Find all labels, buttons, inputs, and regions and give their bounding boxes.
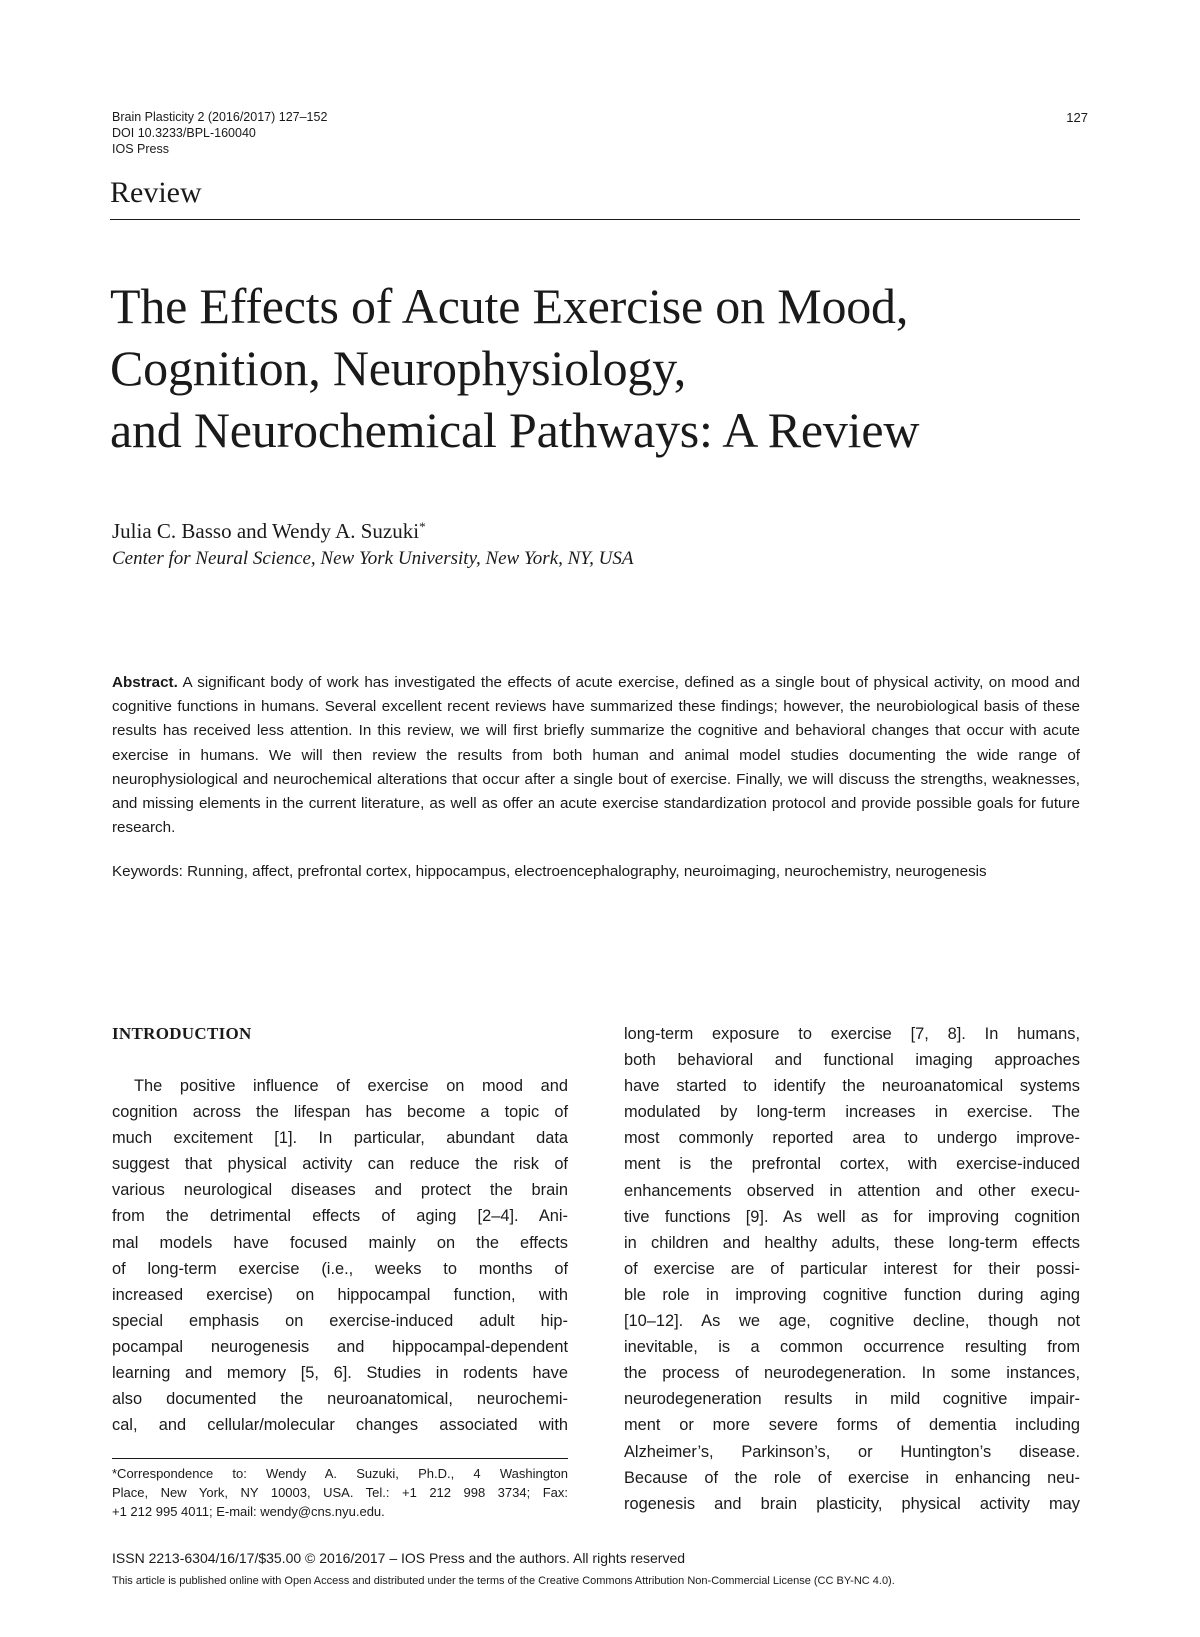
text-line: Place, New York, NY 10003, USA. Tel.: +1 212 998 3734; Fax: <box>112 1485 568 1500</box>
text-line: [10–12]. As we age, cognitive decline, though not <box>624 1312 1080 1331</box>
text-line: mal models have focused mainly on the effects <box>112 1233 568 1252</box>
text-line: enhancements observed in attention and other execu- <box>624 1181 1080 1200</box>
title-line: The Effects of Acute Exercise on Mood, <box>110 278 909 334</box>
text-line: have started to identify the neuroanatomical systems <box>624 1077 1080 1096</box>
text-line: learning and memory [5, 6]. Studies in rodents have <box>112 1364 568 1383</box>
title-line: Cognition, Neurophysiology, <box>110 340 687 396</box>
correspondence-footnote <box>112 1464 568 1521</box>
keywords-text: Running, affect, prefrontal cortex, hippocampus, electroencephalography, neuroimaging, neurochemistry, neurogenesis <box>187 863 987 880</box>
section-heading-introduction: INTRODUCTION <box>112 1024 252 1043</box>
text-line: Because of the role of exercise in enhancing neu- <box>624 1468 1080 1487</box>
text-line: of long-term exercise (i.e., weeks to months of <box>112 1259 568 1278</box>
author-names: Julia C. Basso and Wendy A. Suzuki <box>112 519 420 543</box>
text-line: much excitement [1]. In particular, abundant data <box>112 1129 568 1148</box>
license-statement: This article is published online with Open Access and distributed under the terms of the Creative Commons Attribution Non-Commercial License (CC BY-NC 4.0). <box>112 1575 895 1587</box>
text-line: cal, and cellular/molecular changes associated with <box>112 1416 568 1435</box>
text-line: various neurological diseases and protect the brain <box>112 1181 568 1200</box>
text-line: pocampal neurogenesis and hippocampal-dependent <box>112 1337 568 1356</box>
text-line: neurodegeneration results in mild cognitive impair- <box>624 1390 1080 1409</box>
section-label: Review <box>110 176 202 209</box>
text-line: ment or more severe forms of dementia including <box>624 1416 1080 1435</box>
abstract-label: Abstract. <box>112 674 178 691</box>
text-line: suggest that physical activity can reduce the risk of <box>112 1155 568 1174</box>
abstract-text: A significant body of work has investigated the effects of acute exercise, defined as a single bout of physical activity, on mood and cognitive functions in humans. Several excellent recent reviews have summarized these findings; however, the neurobiological basis of these results has received less attention. In this review, we will first briefly summarize the cognitive and behavioral changes that occur with acute exercise in humans. We will then review the results from both human and animal model studies documenting the wide range of neurophysiological and neurochemical alterations that occur after a single bout of exercise. Finally, we will discuss the strengths, weaknesses, and missing elements in the current literature, as well as offer an acute exercise standardization protocol and provide possible goals for future research. <box>112 674 1080 837</box>
text-line: most commonly reported area to undergo improve- <box>624 1129 1080 1148</box>
text-line: ble role in improving cognitive function during aging <box>624 1285 1080 1304</box>
text-line: cognition across the lifespan has become a topic of <box>112 1103 568 1122</box>
text-line: from the detrimental effects of aging [2–4]. Ani- <box>112 1207 568 1226</box>
keywords <box>112 860 1080 884</box>
abstract <box>112 671 1080 840</box>
text-line: rogenesis and brain plasticity, physical activity may <box>624 1494 1080 1513</box>
author-affiliation: Center for Neural Science, New York University, New York, NY, USA <box>112 548 634 569</box>
text-line: in children and healthy adults, these long-term effects <box>624 1233 1080 1252</box>
publisher-name: IOS Press <box>112 142 169 156</box>
text-line: increased exercise) on hippocampal function, with <box>112 1285 568 1304</box>
author-list <box>112 518 426 544</box>
text-line: both behavioral and functional imaging approaches <box>624 1051 1080 1070</box>
text-line: +1 212 995 4011; E-mail: wendy@cns.nyu.edu. <box>112 1504 385 1519</box>
page-number: 127 <box>1066 110 1088 125</box>
text-line: the process of neurodegeneration. In some instances, <box>624 1364 1080 1383</box>
copyright-line: ISSN 2213-6304/16/17/$35.00 © 2016/2017 – IOS Press and the authors. All rights reserved <box>112 1550 686 1566</box>
text-line: tive functions [9]. As well as for improving cognition <box>624 1207 1080 1226</box>
text-line: The positive influence of exercise on mood and <box>134 1077 568 1095</box>
title-line: and Neurochemical Pathways: A Review <box>110 402 920 458</box>
text-line: ment is the prefrontal cortex, with exercise-induced <box>624 1155 1080 1174</box>
journal-citation: Brain Plasticity 2 (2016/2017) 127–152 <box>112 110 328 124</box>
text-line: modulated by long-term increases in exercise. The <box>624 1103 1080 1122</box>
header-divider <box>110 219 1080 220</box>
text-line: long-term exposure to exercise [7, 8]. In humans, <box>624 1025 1080 1043</box>
article-title <box>110 275 1090 461</box>
text-line: inevitable, is a common occurrence resulting from <box>624 1338 1080 1357</box>
text-line: also documented the neuroanatomical, neurochemi- <box>112 1390 568 1409</box>
text-line: *Correspondence to: Wendy A. Suzuki, Ph.D., 4 Washington <box>112 1466 568 1481</box>
text-line: special emphasis on exercise-induced adult hip- <box>112 1311 568 1330</box>
left-column-text <box>112 1073 568 1438</box>
text-line: Alzheimer’s, Parkinson’s, or Huntington’s disease. <box>624 1442 1080 1461</box>
keywords-label: Keywords: <box>112 863 183 880</box>
footnote-divider <box>112 1458 568 1459</box>
doi-line: DOI 10.3233/BPL-160040 <box>112 126 256 140</box>
text-line: of exercise are of particular interest for their possi- <box>624 1259 1080 1278</box>
correspondence-mark: * <box>419 519 426 534</box>
right-column-text <box>624 1021 1080 1517</box>
